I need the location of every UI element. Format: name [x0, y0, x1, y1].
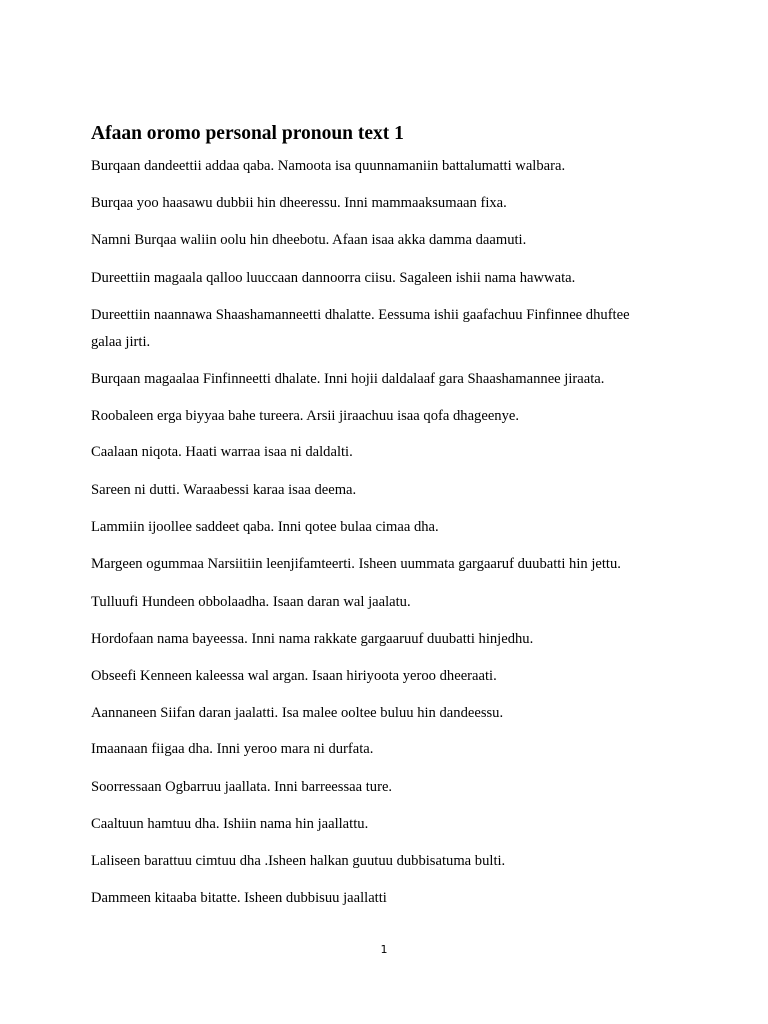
paragraph: Dureettiin naannawa Shaashamanneetti dhalatte. Eessuma ishii gaafachuu Finfinnee dhuftee galaa jirti. — [91, 307, 630, 350]
document-title: Afaan oromo personal pronoun text 1 — [91, 123, 404, 144]
paragraph: Sareen ni dutti. Waraabessi karaa isaa deema. — [91, 482, 357, 498]
paragraph: Dureettiin magaala qalloo luuccaan dannoorra ciisu. Sagaleen ishii nama hawwata. — [91, 270, 576, 286]
paragraph: Caaltuun hamtuu dha. Ishiin nama hin jaallattu. — [91, 816, 369, 832]
paragraph: Laliseen barattuu cimtuu dha .Isheen halkan guutuu dubbisatuma bulti. — [91, 853, 506, 869]
paragraph: Soorressaan Ogbarruu jaallata. Inni barreessaa ture. — [91, 779, 393, 795]
paragraph: Obseefi Kenneen kaleessa wal argan. Isaan hiriyoota yeroo dheeraati. — [91, 668, 497, 684]
paragraph: Caalaan niqota. Haati warraa isaa ni daldalti. — [91, 444, 353, 460]
paragraph: Dammeen kitaaba bitatte. Isheen dubbisuu jaallatti — [91, 890, 387, 906]
paragraph: Burqaan dandeettii addaa qaba. Namoota isa quunnamaniin battalumatti walbara. — [91, 158, 566, 174]
paragraph: Hordofaan nama bayeessa. Inni nama rakkate gargaaruuf duubatti hinjedhu. — [91, 631, 534, 647]
paragraph: Tulluufi Hundeen obbolaadha. Isaan daran wal jaalatu. — [91, 594, 411, 610]
page-number: 1 — [380, 943, 388, 956]
paragraph: Margeen ogummaa Narsiitiin leenjifamteerti. Isheen uummata gargaaruf duubatti hin jettu. — [91, 556, 621, 572]
paragraph: Lammiin ijoollee saddeet qaba. Inni qotee bulaa cimaa dha. — [91, 519, 439, 535]
paragraph: Imaanaan fiigaa dha. Inni yeroo mara ni durfata. — [91, 741, 374, 757]
paragraph: Namni Burqaa waliin oolu hin dheebotu. Afaan isaa akka damma daamuti. — [91, 232, 527, 248]
paragraph: Roobaleen erga biyyaa bahe tureera. Arsii jiraachuu isaa qofa dhageenye. — [91, 408, 520, 424]
paragraph: Burqaan magaalaa Finfinneetti dhalate. Inni hojii daldalaaf gara Shaashamannee jiraata. — [91, 371, 605, 387]
paragraph: Aannaneen Siifan daran jaalatti. Isa malee ooltee buluu hin dandeessu. — [91, 705, 504, 721]
paragraph: Burqaa yoo haasawu dubbii hin dheeressu. Inni mammaaksumaan fixa. — [91, 195, 507, 211]
